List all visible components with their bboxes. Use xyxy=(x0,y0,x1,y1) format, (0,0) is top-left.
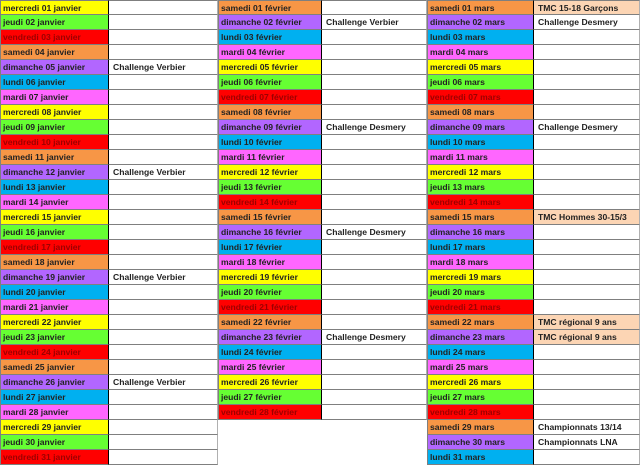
day-cell-vendredi[interactable]: vendredi 28 février xyxy=(218,405,322,420)
event-cell[interactable] xyxy=(322,390,427,405)
day-cell-mardi[interactable]: mardi 21 janvier xyxy=(0,300,109,315)
event-cell[interactable]: Challenge Verbier xyxy=(109,270,218,285)
day-cell-mercredi[interactable]: mercredi 26 février xyxy=(218,375,322,390)
day-cell-vendredi[interactable]: vendredi 14 février xyxy=(218,195,322,210)
event-cell[interactable] xyxy=(534,285,640,300)
calendar-row xyxy=(0,300,218,315)
event-cell[interactable] xyxy=(534,405,640,420)
calendar-row xyxy=(0,375,218,390)
calendar-row xyxy=(0,420,218,435)
event-cell[interactable]: TMC Hommes 30-15/3 xyxy=(534,210,640,225)
day-cell-mercredi[interactable]: mercredi 05 mars xyxy=(427,60,534,75)
event-cell[interactable] xyxy=(109,330,218,345)
calendar-row xyxy=(0,105,218,120)
event-cell[interactable] xyxy=(322,105,427,120)
calendar-row xyxy=(218,375,427,390)
day-cell-mardi[interactable]: mardi 28 janvier xyxy=(0,405,109,420)
calendar-row xyxy=(218,240,427,255)
day-cell-dimanche[interactable]: dimanche 02 mars xyxy=(427,15,534,30)
event-cell[interactable] xyxy=(534,300,640,315)
calendar-row xyxy=(218,105,427,120)
calendar-row xyxy=(427,285,640,300)
event-cell[interactable] xyxy=(322,165,427,180)
event-cell[interactable] xyxy=(109,15,218,30)
day-cell-mercredi[interactable]: mercredi 05 février xyxy=(218,60,322,75)
day-cell-samedi[interactable]: samedi 29 mars xyxy=(427,420,534,435)
event-cell[interactable] xyxy=(109,450,218,465)
event-cell[interactable] xyxy=(109,180,218,195)
calendar-row xyxy=(0,360,218,375)
calendar-row xyxy=(427,390,640,405)
event-cell[interactable] xyxy=(322,405,427,420)
day-cell-vendredi[interactable]: vendredi 07 mars xyxy=(427,90,534,105)
calendar-row xyxy=(0,225,218,240)
day-cell-lundi[interactable]: lundi 03 mars xyxy=(427,30,534,45)
event-cell[interactable] xyxy=(109,195,218,210)
day-cell-samedi[interactable]: samedi 22 février xyxy=(218,315,322,330)
event-cell[interactable] xyxy=(534,360,640,375)
event-cell[interactable] xyxy=(322,300,427,315)
event-cell[interactable]: Challenge Desmery xyxy=(322,225,427,240)
event-cell[interactable] xyxy=(322,45,427,60)
calendar-row xyxy=(218,165,427,180)
event-cell[interactable] xyxy=(109,150,218,165)
day-cell-lundi[interactable]: lundi 10 mars xyxy=(427,135,534,150)
calendar-row xyxy=(218,255,427,270)
event-cell[interactable] xyxy=(322,315,427,330)
event-cell[interactable] xyxy=(322,90,427,105)
day-cell-vendredi[interactable]: vendredi 21 mars xyxy=(427,300,534,315)
event-cell[interactable] xyxy=(109,0,218,15)
day-cell-samedi[interactable]: samedi 01 mars xyxy=(427,0,534,15)
day-cell-samedi[interactable]: samedi 18 janvier xyxy=(0,255,109,270)
calendar-row xyxy=(427,195,640,210)
month-column-mars xyxy=(427,0,640,465)
calendar-row xyxy=(427,345,640,360)
event-cell[interactable] xyxy=(322,0,427,15)
event-cell[interactable] xyxy=(534,45,640,60)
day-cell-vendredi[interactable]: vendredi 28 mars xyxy=(427,405,534,420)
day-cell-jeudi[interactable]: jeudi 20 février xyxy=(218,285,322,300)
calendar-row xyxy=(218,330,427,345)
calendar-row xyxy=(427,90,640,105)
event-cell[interactable] xyxy=(534,30,640,45)
day-cell-vendredi[interactable]: vendredi 31 janvier xyxy=(0,450,109,465)
day-cell-mercredi[interactable]: mercredi 22 janvier xyxy=(0,315,109,330)
day-cell-jeudi[interactable]: jeudi 27 février xyxy=(218,390,322,405)
day-cell-samedi[interactable]: samedi 08 mars xyxy=(427,105,534,120)
calendar-row xyxy=(427,420,640,435)
event-cell[interactable] xyxy=(534,375,640,390)
calendar-row xyxy=(427,270,640,285)
calendar-row xyxy=(427,135,640,150)
event-cell[interactable]: Challenge Verbier xyxy=(322,15,427,30)
day-cell-mercredi[interactable]: mercredi 01 janvier xyxy=(0,0,109,15)
calendar-row xyxy=(427,120,640,135)
day-cell-vendredi[interactable]: vendredi 14 mars xyxy=(427,195,534,210)
calendar-row xyxy=(218,270,427,285)
event-cell[interactable]: TMC régional 9 ans xyxy=(534,330,640,345)
event-cell[interactable] xyxy=(109,435,218,450)
calendar-row xyxy=(0,330,218,345)
day-cell-vendredi[interactable]: vendredi 03 janvier xyxy=(0,30,109,45)
event-cell[interactable] xyxy=(534,345,640,360)
calendar-row xyxy=(427,330,640,345)
calendar-row xyxy=(218,390,427,405)
day-cell-dimanche[interactable]: dimanche 16 février xyxy=(218,225,322,240)
calendar-row xyxy=(0,90,218,105)
calendar-row xyxy=(218,225,427,240)
calendar-row xyxy=(0,450,218,465)
day-cell-mardi[interactable]: mardi 07 janvier xyxy=(0,90,109,105)
event-cell[interactable]: Challenge Desmery xyxy=(534,15,640,30)
calendar-row xyxy=(218,300,427,315)
calendar-row xyxy=(427,45,640,60)
calendar-row xyxy=(0,45,218,60)
calendar-row xyxy=(0,195,218,210)
calendar-row xyxy=(218,360,427,375)
day-cell-lundi[interactable]: lundi 27 janvier xyxy=(0,390,109,405)
event-cell[interactable] xyxy=(109,120,218,135)
calendar-row xyxy=(0,255,218,270)
event-cell[interactable] xyxy=(534,225,640,240)
day-cell-lundi[interactable]: lundi 24 février xyxy=(218,345,322,360)
calendar-row xyxy=(218,30,427,45)
day-cell-jeudi[interactable]: jeudi 06 février xyxy=(218,75,322,90)
event-cell[interactable] xyxy=(322,150,427,165)
day-cell-samedi[interactable]: samedi 11 janvier xyxy=(0,150,109,165)
event-cell[interactable] xyxy=(109,315,218,330)
day-cell-lundi[interactable]: lundi 06 janvier xyxy=(0,75,109,90)
event-cell[interactable] xyxy=(534,60,640,75)
day-cell-mardi[interactable]: mardi 04 mars xyxy=(427,45,534,60)
day-cell-vendredi[interactable]: vendredi 24 janvier xyxy=(0,345,109,360)
day-cell-dimanche[interactable]: dimanche 02 février xyxy=(218,15,322,30)
calendar-row xyxy=(427,405,640,420)
calendar-row xyxy=(427,0,640,15)
event-cell[interactable]: Challenge Desmery xyxy=(322,330,427,345)
day-cell-mardi[interactable]: mardi 11 mars xyxy=(427,150,534,165)
event-cell[interactable]: Challenge Verbier xyxy=(109,375,218,390)
month-column-janvier xyxy=(0,0,218,465)
calendar-row xyxy=(218,345,427,360)
event-cell[interactable]: Challenge Desmery xyxy=(322,120,427,135)
day-cell-dimanche[interactable]: dimanche 09 mars xyxy=(427,120,534,135)
event-cell[interactable] xyxy=(322,210,427,225)
calendar-row xyxy=(427,300,640,315)
calendar-row xyxy=(218,0,427,15)
day-cell-jeudi[interactable]: jeudi 27 mars xyxy=(427,390,534,405)
event-cell[interactable] xyxy=(534,75,640,90)
day-cell-jeudi[interactable]: jeudi 20 mars xyxy=(427,285,534,300)
calendar-row xyxy=(218,15,427,30)
calendar-row xyxy=(0,270,218,285)
day-cell-mardi[interactable]: mardi 25 mars xyxy=(427,360,534,375)
event-cell[interactable] xyxy=(322,270,427,285)
calendar-row xyxy=(427,315,640,330)
event-cell[interactable] xyxy=(109,300,218,315)
event-cell[interactable]: Challenge Verbier xyxy=(109,165,218,180)
day-cell-jeudi[interactable]: jeudi 06 mars xyxy=(427,75,534,90)
calendar-row xyxy=(0,180,218,195)
calendar-row xyxy=(427,450,640,465)
calendar-row xyxy=(427,225,640,240)
calendar-row xyxy=(0,120,218,135)
calendar-row xyxy=(0,165,218,180)
event-cell[interactable] xyxy=(109,405,218,420)
day-cell-mardi[interactable]: mardi 18 février xyxy=(218,255,322,270)
calendar-row xyxy=(0,0,218,15)
day-cell-dimanche[interactable]: dimanche 05 janvier xyxy=(0,60,109,75)
day-cell-samedi[interactable]: samedi 04 janvier xyxy=(0,45,109,60)
day-cell-mardi[interactable]: mardi 18 mars xyxy=(427,255,534,270)
day-cell-vendredi[interactable]: vendredi 21 février xyxy=(218,300,322,315)
event-cell[interactable] xyxy=(109,360,218,375)
day-cell-vendredi[interactable]: vendredi 07 février xyxy=(218,90,322,105)
day-cell-dimanche[interactable]: dimanche 09 février xyxy=(218,120,322,135)
calendar-row xyxy=(218,45,427,60)
calendar-row xyxy=(218,210,427,225)
day-cell-lundi[interactable]: lundi 20 janvier xyxy=(0,285,109,300)
calendar-row xyxy=(0,240,218,255)
calendar-row xyxy=(218,405,427,420)
day-cell-lundi[interactable]: lundi 24 mars xyxy=(427,345,534,360)
event-cell[interactable] xyxy=(109,285,218,300)
day-cell-dimanche[interactable]: dimanche 23 mars xyxy=(427,330,534,345)
event-cell[interactable] xyxy=(109,90,218,105)
calendar-row xyxy=(218,120,427,135)
day-cell-samedi[interactable]: samedi 22 mars xyxy=(427,315,534,330)
calendar-row xyxy=(0,285,218,300)
day-cell-mardi[interactable]: mardi 14 janvier xyxy=(0,195,109,210)
event-cell[interactable]: TMC 15-18 Garçons xyxy=(534,0,640,15)
calendar-row xyxy=(218,135,427,150)
day-cell-jeudi[interactable]: jeudi 02 janvier xyxy=(0,15,109,30)
event-cell[interactable] xyxy=(534,255,640,270)
day-cell-mercredi[interactable]: mercredi 29 janvier xyxy=(0,420,109,435)
day-cell-samedi[interactable]: samedi 25 janvier xyxy=(0,360,109,375)
event-cell[interactable] xyxy=(109,135,218,150)
event-cell[interactable] xyxy=(322,285,427,300)
day-cell-jeudi[interactable]: jeudi 13 février xyxy=(218,180,322,195)
calendar-row xyxy=(0,60,218,75)
event-cell[interactable]: Championnats 13/14 xyxy=(534,420,640,435)
event-cell[interactable] xyxy=(534,165,640,180)
event-cell[interactable] xyxy=(322,375,427,390)
day-cell-samedi[interactable]: samedi 01 février xyxy=(218,0,322,15)
event-cell[interactable] xyxy=(322,75,427,90)
calendar-row xyxy=(427,180,640,195)
day-cell-samedi[interactable]: samedi 15 mars xyxy=(427,210,534,225)
calendar-row xyxy=(427,30,640,45)
day-cell-lundi[interactable]: lundi 03 février xyxy=(218,30,322,45)
day-cell-lundi[interactable]: lundi 17 mars xyxy=(427,240,534,255)
day-cell-mercredi[interactable]: mercredi 12 mars xyxy=(427,165,534,180)
event-cell[interactable] xyxy=(534,450,640,465)
calendar-row xyxy=(0,390,218,405)
event-cell[interactable] xyxy=(322,60,427,75)
event-cell[interactable] xyxy=(109,75,218,90)
calendar-row xyxy=(218,75,427,90)
day-cell-dimanche[interactable]: dimanche 16 mars xyxy=(427,225,534,240)
day-cell-jeudi[interactable]: jeudi 30 janvier xyxy=(0,435,109,450)
event-cell[interactable] xyxy=(534,180,640,195)
day-cell-dimanche[interactable]: dimanche 12 janvier xyxy=(0,165,109,180)
event-cell[interactable] xyxy=(322,240,427,255)
calendar-row xyxy=(218,285,427,300)
calendar-row xyxy=(0,435,218,450)
calendar-row xyxy=(218,180,427,195)
event-cell[interactable] xyxy=(109,420,218,435)
event-cell[interactable] xyxy=(534,240,640,255)
calendar-row xyxy=(427,375,640,390)
event-cell[interactable]: Challenge Verbier xyxy=(109,60,218,75)
event-cell[interactable] xyxy=(534,135,640,150)
day-cell-mercredi[interactable]: mercredi 15 janvier xyxy=(0,210,109,225)
day-cell-mercredi[interactable]: mercredi 19 mars xyxy=(427,270,534,285)
calendar-row xyxy=(218,90,427,105)
calendar-row xyxy=(427,435,640,450)
day-cell-lundi[interactable]: lundi 13 janvier xyxy=(0,180,109,195)
calendar-row xyxy=(0,210,218,225)
event-cell[interactable] xyxy=(322,135,427,150)
event-cell[interactable] xyxy=(534,90,640,105)
day-cell-dimanche[interactable]: dimanche 23 février xyxy=(218,330,322,345)
day-cell-mercredi[interactable]: mercredi 19 février xyxy=(218,270,322,285)
event-cell[interactable] xyxy=(109,105,218,120)
calendar-row xyxy=(0,75,218,90)
calendar-row xyxy=(0,345,218,360)
calendar-row xyxy=(218,195,427,210)
day-cell-lundi[interactable]: lundi 31 mars xyxy=(427,450,534,465)
calendar-row xyxy=(427,240,640,255)
calendar-row xyxy=(0,15,218,30)
day-cell-lundi[interactable]: lundi 10 février xyxy=(218,135,322,150)
day-cell-lundi[interactable]: lundi 17 février xyxy=(218,240,322,255)
event-cell[interactable] xyxy=(322,195,427,210)
day-cell-mercredi[interactable]: mercredi 26 mars xyxy=(427,375,534,390)
calendar-row xyxy=(427,360,640,375)
day-cell-samedi[interactable]: samedi 15 février xyxy=(218,210,322,225)
calendar-row xyxy=(0,315,218,330)
day-cell-jeudi[interactable]: jeudi 13 mars xyxy=(427,180,534,195)
event-cell[interactable] xyxy=(534,195,640,210)
event-cell[interactable] xyxy=(322,255,427,270)
event-cell[interactable]: Challenge Desmery xyxy=(534,120,640,135)
event-cell[interactable] xyxy=(534,270,640,285)
event-cell[interactable] xyxy=(109,30,218,45)
event-cell[interactable] xyxy=(109,210,218,225)
event-cell[interactable] xyxy=(109,255,218,270)
calendar-row xyxy=(427,15,640,30)
day-cell-mercredi[interactable]: mercredi 08 janvier xyxy=(0,105,109,120)
calendar-row xyxy=(0,30,218,45)
event-cell[interactable]: Championnats LNA xyxy=(534,435,640,450)
day-cell-mardi[interactable]: mardi 11 février xyxy=(218,150,322,165)
event-cell[interactable] xyxy=(534,390,640,405)
day-cell-mercredi[interactable]: mercredi 12 février xyxy=(218,165,322,180)
calendar-row xyxy=(218,60,427,75)
event-cell[interactable] xyxy=(534,150,640,165)
day-cell-jeudi[interactable]: jeudi 09 janvier xyxy=(0,120,109,135)
day-cell-mardi[interactable]: mardi 04 février xyxy=(218,45,322,60)
event-cell[interactable] xyxy=(109,240,218,255)
calendar-row xyxy=(427,255,640,270)
calendar-row xyxy=(0,135,218,150)
day-cell-dimanche[interactable]: dimanche 26 janvier xyxy=(0,375,109,390)
event-cell[interactable] xyxy=(109,390,218,405)
calendar-row xyxy=(0,405,218,420)
calendar-row xyxy=(427,150,640,165)
day-cell-dimanche[interactable]: dimanche 30 mars xyxy=(427,435,534,450)
day-cell-jeudi[interactable]: jeudi 16 janvier xyxy=(0,225,109,240)
day-cell-jeudi[interactable]: jeudi 23 janvier xyxy=(0,330,109,345)
day-cell-vendredi[interactable]: vendredi 10 janvier xyxy=(0,135,109,150)
day-cell-samedi[interactable]: samedi 08 février xyxy=(218,105,322,120)
calendar-row xyxy=(218,315,427,330)
day-cell-vendredi[interactable]: vendredi 17 janvier xyxy=(0,240,109,255)
event-cell[interactable] xyxy=(534,105,640,120)
calendar-row xyxy=(427,60,640,75)
calendar-row xyxy=(427,75,640,90)
event-cell[interactable] xyxy=(322,30,427,45)
event-cell[interactable] xyxy=(322,360,427,375)
event-cell[interactable] xyxy=(109,45,218,60)
calendar-row xyxy=(427,105,640,120)
event-cell[interactable] xyxy=(109,345,218,360)
month-column-fevrier xyxy=(218,0,427,465)
calendar-row xyxy=(0,150,218,165)
event-cell[interactable]: TMC régional 9 ans xyxy=(534,315,640,330)
event-cell[interactable] xyxy=(109,225,218,240)
day-cell-mardi[interactable]: mardi 25 février xyxy=(218,360,322,375)
calendar-row xyxy=(218,150,427,165)
event-cell[interactable] xyxy=(322,345,427,360)
event-cell[interactable] xyxy=(322,180,427,195)
calendar-row xyxy=(427,210,640,225)
calendar-row xyxy=(427,165,640,180)
day-cell-dimanche[interactable]: dimanche 19 janvier xyxy=(0,270,109,285)
